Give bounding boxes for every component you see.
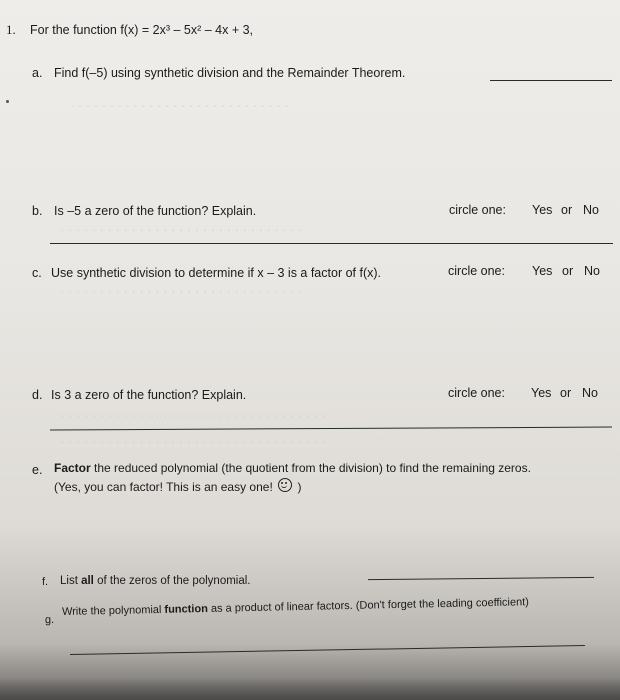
part-f-text-pre: List (60, 575, 82, 587)
part-f-letter: f. (42, 576, 49, 588)
bleed-through-text: · · · · · · · · · · · · · · · · · · · · · · · · · · · · (70, 98, 289, 113)
part-e-line2-end: ) (297, 480, 302, 494)
part-e-letter: e. (32, 463, 43, 477)
part-b-letter: b. (32, 204, 43, 218)
part-e-text (54, 461, 531, 475)
part-d-text: Is 3 a zero of the function? Explain. (51, 388, 247, 402)
part-c-letter: c. (32, 266, 42, 280)
part-c-circle-label: circle one: (448, 264, 505, 278)
part-d-letter: d. (32, 388, 43, 402)
bleed-through-text: · · · · · · · · · · · · · · · · · · · · · · · · · · · · · · · · · · (60, 434, 327, 449)
part-b-answer-line (50, 243, 613, 244)
bleed-through-text: · · · · · · · · · · · · · · · · · · · · · · · · · · · · · · · (60, 284, 303, 299)
part-b-yes[interactable]: Yes (532, 203, 553, 217)
part-g-text-bold: function (164, 602, 208, 616)
part-b-or: or (561, 203, 573, 217)
part-g-letter: g. (44, 613, 55, 627)
part-e-bold-lead: Factor (54, 461, 91, 475)
part-f-text-bold: all (81, 575, 94, 587)
bleed-through-text: · · · · · · · · · · · · · · · · · · · · · · · · · · · · · · · · · · (60, 408, 327, 423)
part-a-text: Find f(–5) using synthetic division and the Remainder Theorem. (54, 66, 406, 80)
part-c-text: Use synthetic division to determine if x – 3 is a factor of f(x). (51, 266, 381, 280)
part-d-no[interactable]: No (582, 386, 598, 400)
problem-number: 1. (6, 22, 16, 37)
part-b-no[interactable]: No (583, 203, 599, 217)
part-g-text (62, 596, 529, 618)
page-bottom-shadow (0, 678, 620, 700)
part-c-no[interactable]: No (584, 264, 600, 278)
part-d-or: or (560, 386, 572, 400)
part-e-line2-text: (Yes, you can factor! This is an easy one! (54, 480, 273, 494)
part-g-text-pre: Write the polynomial (61, 603, 165, 618)
part-d-answer-line (50, 427, 612, 431)
part-e-line2 (54, 478, 301, 494)
part-f-answer-line (368, 577, 594, 580)
part-c-or: or (562, 264, 574, 278)
smiley-face-icon (278, 478, 292, 492)
part-e-text-rest: the reduced polynomial (the quotient from the division) to find the remaining zeros. (90, 461, 531, 475)
bleed-through-text: · · · · · · · · · · · · · · · · · · · · · · · · · · · · · · · (60, 222, 303, 237)
part-g-answer-line (70, 645, 585, 655)
part-g-text-post: as a product of linear factors. (Don't forget the leading coefficient) (207, 596, 530, 615)
part-b-text: Is –5 a zero of the function? Explain. (54, 204, 257, 218)
part-f-text (60, 575, 251, 587)
part-a-answer-line (490, 80, 612, 81)
part-d-circle-label: circle one: (448, 386, 505, 400)
part-b-circle-label: circle one: (449, 203, 506, 217)
margin-dot (6, 100, 9, 103)
part-c-yes[interactable]: Yes (532, 264, 553, 278)
problem-intro: For the function f(x) = 2x³ – 5x² – 4x + 3, (30, 23, 254, 37)
part-d-yes[interactable]: Yes (531, 386, 552, 400)
part-f-text-post: of the zeros of the polynomial. (93, 575, 251, 587)
part-a-letter: a. (32, 66, 43, 80)
